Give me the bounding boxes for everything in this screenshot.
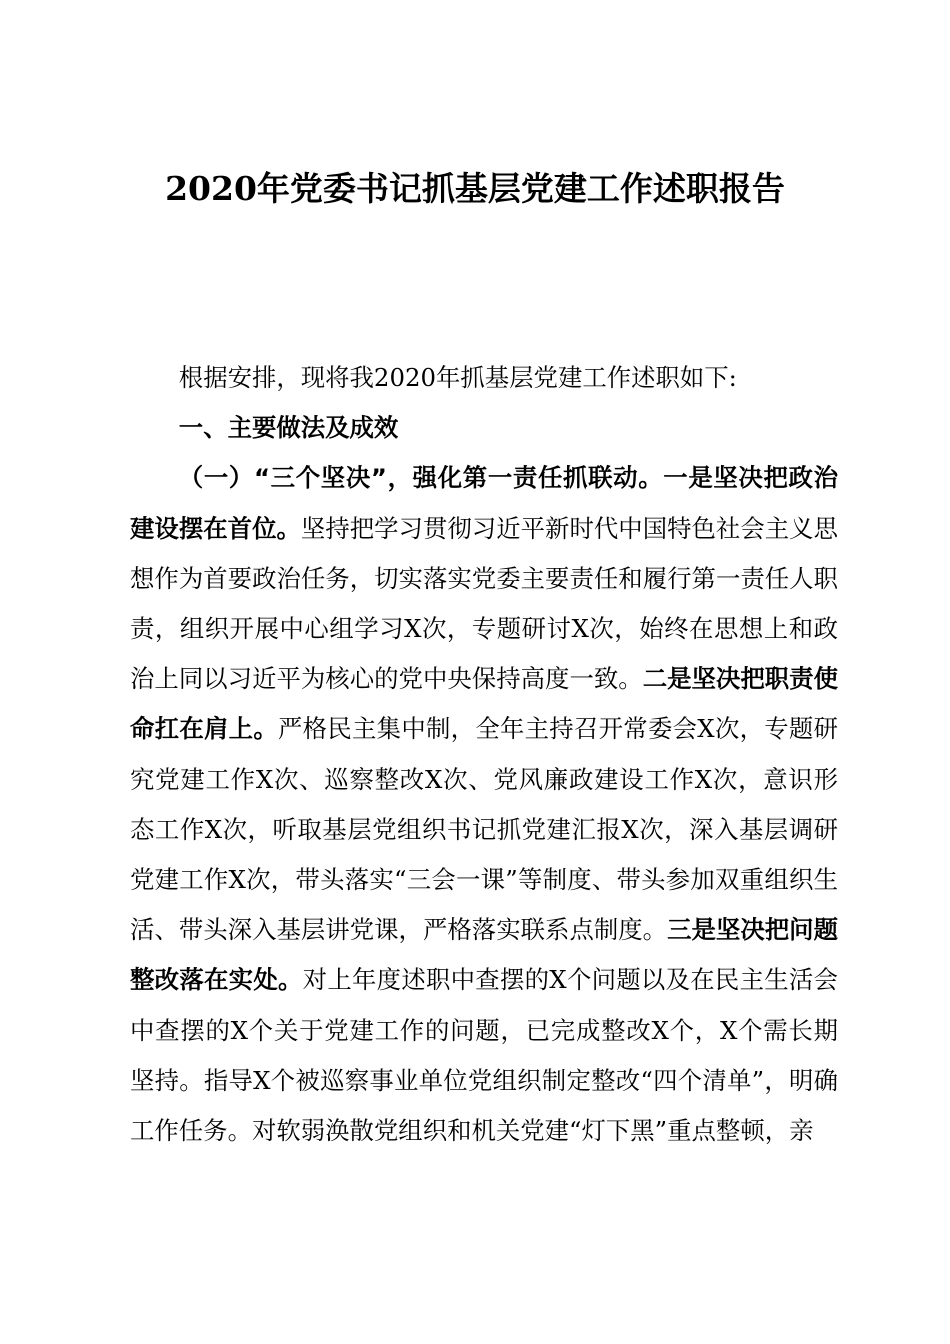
paragraph-1-text-a: 坚持把学习贯彻习近平新时代中国特色社会主义思想作为首要政治任务，切实落实党委主要责任和履行第一责任人职责，组织开展中心组学习X次，专题研讨X次，始终在思想上和政治上同以习近平为核心的党中央保持高度一致。	[130, 513, 838, 694]
document-body	[130, 353, 838, 1156]
paragraph-1-lead-bold: （一）“三个坚决”，强化第一责任抓联动。一是坚决把政治建设摆在首位。	[130, 463, 838, 543]
paragraph-1-text-c: 对上年度述职中查摆的X个问题以及在民主生活会中查摆的X个关于党建工作的问题，已完成整改X个，X个需长期坚持。指导X个被巡察事业单位党组织制定整改“四个清单”，明确工作任务。对软弱涣散党组织和机关党建“灯下黑”重点整顿，亲	[130, 965, 838, 1146]
paragraph-1	[130, 453, 838, 1156]
paragraph-1-bold-b: 二是坚决把职责使命扛在肩上。	[130, 664, 838, 744]
section-heading: 一、主要做法及成效	[178, 413, 399, 443]
paragraph-1-bold-c: 三是坚决把问题整改落在实处。	[130, 915, 838, 995]
document-title: 2020年党委书记抓基层党建工作述职报告	[165, 169, 785, 208]
paragraph-1-text-b: 严格民主集中制，全年主持召开常委会X次，专题研究党建工作X次、巡察整改X次、党风廉政建设工作X次，意识形态工作X次，听取基层党组织书记抓党建汇报X次，深入基层调研党建工作X次，带头落实“三会一课”等制度、带头参加双重组织生活、带头深入基层讲党课，严格落实联系点制度。	[130, 714, 838, 945]
intro-paragraph: 根据安排，现将我2020年抓基层党建工作述职如下:	[178, 363, 737, 392]
